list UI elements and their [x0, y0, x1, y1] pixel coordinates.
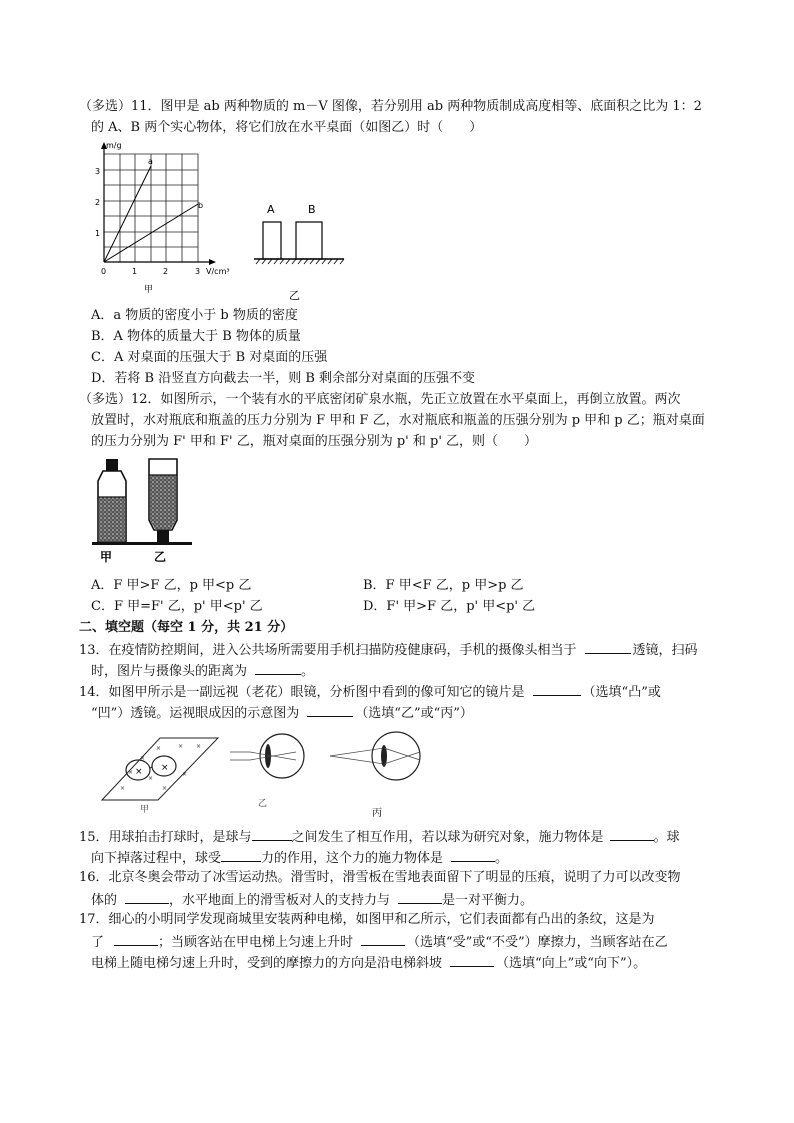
- q12-option-d: D．F' 甲>F 乙，p' 甲<p' 乙: [363, 599, 536, 614]
- eyes-figure: [100, 730, 430, 820]
- q13-blank-2: [255, 660, 301, 675]
- q11-option-b: B．A 物体的质量大于 B 物体的质量: [91, 329, 301, 344]
- y-tick: 1: [95, 229, 101, 238]
- q17-line1: 17．细心的小明同学发现商城里安装两种电梯，如图甲和乙所示，它们表面都有凸出的条纹，这是为: [79, 912, 655, 927]
- q15-blank-2: [610, 826, 654, 841]
- eye-caption-jia: 甲: [140, 805, 150, 815]
- svg-text:×: ×: [161, 763, 169, 773]
- bottle-figure: [88, 457, 198, 572]
- svg-text:×: ×: [178, 743, 184, 750]
- svg-text:×: ×: [196, 743, 202, 750]
- svg-text:×: ×: [182, 771, 188, 778]
- q12-line3: 的压力分别为 F' 甲和 F' 乙，瓶对桌面的压强分别为 p' 和 p' 乙，则（ ）: [91, 434, 538, 449]
- q17-blank-1: [114, 931, 158, 946]
- q16-blank-2: [398, 889, 442, 904]
- q15-blank-4: [451, 847, 495, 862]
- q14-line2: “凹”）透镜。运视眼成因的示意图为 （选填“乙”或“丙”）: [91, 702, 473, 724]
- q12-option-c: C．F 甲=F' 乙，p' 甲<p' 乙: [91, 599, 263, 614]
- svg-text:×: ×: [128, 769, 134, 776]
- eye-caption-yi: 乙: [258, 799, 268, 809]
- line-a-label: a: [148, 157, 153, 166]
- q16-blank-1: [125, 889, 169, 904]
- block-b-label: B: [308, 203, 316, 216]
- q11-line2: 的 A、B 两个实心物体，将它们放在水平桌面（如图乙）时（ ）: [91, 120, 483, 135]
- bottle-label-yi: 乙: [154, 550, 167, 564]
- q13-blank-1: [585, 639, 631, 654]
- blocks-figure: [250, 200, 350, 300]
- q15-blank-1: [252, 826, 292, 841]
- bottle-cap: [106, 459, 118, 471]
- x-tick: 2: [163, 267, 169, 276]
- bottle-label-jia: 甲: [100, 550, 113, 564]
- x-tick: 1: [132, 267, 138, 276]
- block-a: [263, 222, 281, 259]
- q11-option-c: C．A 对桌面的压强大于 B 对桌面的压强: [91, 350, 328, 365]
- q12-line2: 放置时，水对瓶底和瓶盖的压力分别为 F 甲和 F 乙，水对瓶底和瓶盖的压强分别为 p 甲和 p 乙；瓶对桌面: [91, 413, 705, 428]
- q14-blank-1: [533, 681, 581, 696]
- mv-graph-figure: [88, 140, 248, 300]
- x-axis-label: V/cm³: [206, 267, 230, 276]
- q12-line1: （多选）12．如图所示，一个装有水的平底密闭矿泉水瓶，先正立放置在水平桌面上，再倒立放置。两次: [79, 392, 681, 407]
- x-tick: 0: [101, 267, 107, 276]
- q12-option-a: A．F 甲>F 乙，p 甲<p 乙: [91, 578, 252, 593]
- inverted-bottle-cap: [157, 530, 169, 542]
- x-tick: 3: [195, 267, 201, 276]
- q14-line1: 14．如图甲所示是一副远视（老花）眼镜，分析图中看到的像可知它的镜片是 （选填“凸”或: [79, 681, 661, 703]
- block-a-label: A: [267, 203, 275, 216]
- q11-option-a: A．a 物质的密度小于 b 物质的密度: [91, 308, 298, 323]
- eye-yi: [230, 734, 304, 778]
- q13-line1: 13．在疫情防控期间，进入公共场所需要用手机扫描防疫健康码，手机的摄像头相当于 透镜，扫码: [79, 639, 698, 661]
- q15-line1: 15．用球拍击打球时，是球与 之间发生了相互作用，若以球为研究对象，施力物体是 。球: [79, 826, 680, 848]
- q11-line1: （多选）11．图甲是 ab 两种物质的 m－V 图像，若分别用 ab 两种物质制成高度相等、底面积之比为 1：2: [79, 99, 702, 114]
- q17-line2: 了 ；当顾客站在甲电梯上匀速上升时 （选填“受”或“不受”）摩擦力，当顾客站在乙: [91, 931, 668, 953]
- q17-blank-2: [361, 931, 405, 946]
- q16-line2: 体的 ，水平地面上的滑雪板对人的支持力与 是一对平衡力。: [91, 889, 533, 911]
- q13-line2: 时，图片与摄像头的距离为 。: [91, 660, 314, 682]
- y-tick: 3: [95, 167, 101, 176]
- q11-option-d: D．若将 B 沿竖直方向截去一半，则 B 剩余部分对桌面的压强不变: [91, 371, 476, 386]
- q16-line1: 16．北京冬奥会带动了冰雪运动热。滑雪时，滑雪板在雪地表面留下了明显的压痕，说明了力可以改变物: [79, 870, 681, 885]
- svg-text:×: ×: [148, 775, 154, 782]
- eye-bing: [330, 732, 420, 780]
- fig-caption-jia: 甲: [144, 285, 154, 295]
- q15-line2: 向下掉落过程中，球受 力的作用，这个力的施力物体是 。: [91, 847, 508, 869]
- svg-text:×: ×: [120, 785, 126, 792]
- svg-text:×: ×: [140, 755, 146, 762]
- q17-blank-3: [450, 952, 494, 967]
- q17-line3: 电梯上随电梯匀速上升时，受到的摩擦力的方向是沿电梯斜坡 （选填“向上”或“向下”）。: [91, 952, 646, 974]
- svg-text:×: ×: [156, 745, 162, 752]
- line-b-label: b: [198, 201, 204, 210]
- q12-option-b: B．F 甲<F 乙，p 甲>p 乙: [363, 578, 524, 593]
- svg-text:×: ×: [135, 767, 143, 777]
- block-b: [296, 222, 322, 259]
- svg-text:×: ×: [162, 785, 168, 792]
- section-title: 二、填空题（每空 1 分，共 21 分）: [79, 620, 294, 635]
- y-axis-label: m/g: [106, 141, 122, 150]
- q15-blank-3: [221, 847, 261, 862]
- eye-caption-bing: 丙: [372, 808, 382, 819]
- y-tick: 2: [95, 198, 101, 207]
- q14-blank-2: [307, 702, 353, 717]
- fig-caption-yi: 乙: [289, 289, 300, 300]
